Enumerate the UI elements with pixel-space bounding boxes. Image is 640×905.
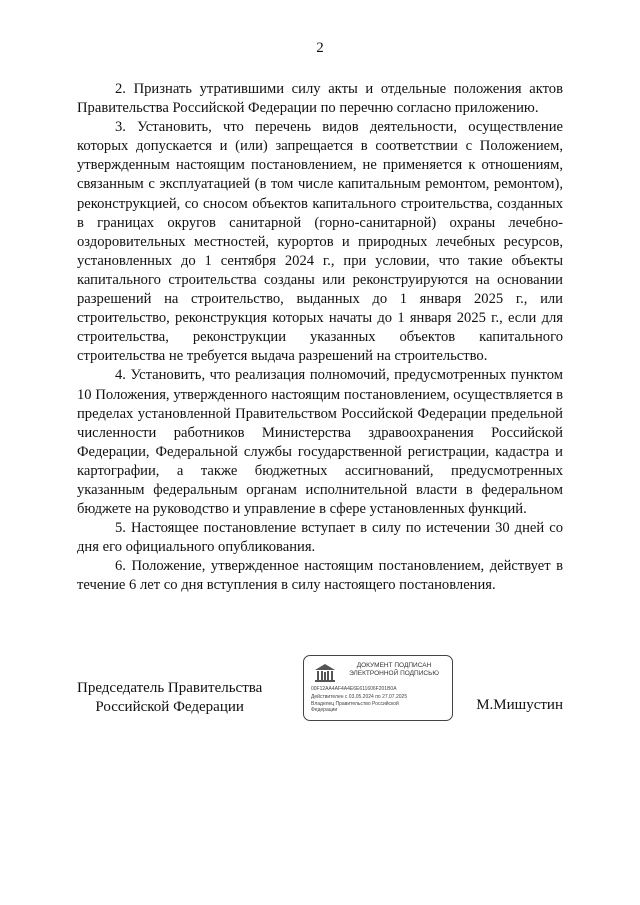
paragraph-6: 6. Положение, утвержденное настоящим постановлением, действует в течение 6 лет со дня вступления в силу настоящего постановления. <box>77 558 563 594</box>
stamp-title <box>340 662 448 678</box>
signatory-position-line2: Российской Федерации <box>95 699 244 715</box>
stamp-certificate: 00F12AA4AF4A4E6E611606F201B0A <box>311 686 397 692</box>
stamp-owner-line2: Федерации <box>311 707 338 713</box>
signatory-name: М.Мишустин <box>476 697 563 713</box>
electronic-signature-stamp <box>303 655 453 721</box>
paragraph-5: 5. Настоящее постановление вступает в силу по истечении 30 дней со дня его официального опубликования. <box>77 520 563 556</box>
stamp-title-line1: ДОКУМЕНТ ПОДПИСАН <box>356 662 432 669</box>
stamp-title-line2: ЭЛЕКТРОННОЙ ПОДПИСЬЮ <box>349 670 439 677</box>
paragraph-3: 3. Установить, что перечень видов деятельности, осуществление которых допускается и (или) запрещается в соответствии с Положением, утвержденным настоящим постановлением, не применяется к отношениям, связанным с эксплуатацией (в том числе капитальным ремонтом, ремонтом), реконструкцией, со сносом объектов капитального строительства, созданных в границах округов санитарной (горно-санитарной) охраны лечебно-оздоровительных местностей, курортов и природных лечебных ресурсов, установленных до 1 сентября 2024 г., при условии, что такие объекты капитального строительства созданы или реконструируются на основании разрешений на строительство, выданных до 1 января 2025 г., или строительство, реконструкция которых начаты до 1 января 2025 г., если для строительства, реконструкции указанных объектов капитального строительства не требуется выдача разрешений на строительство. <box>77 119 563 365</box>
emblem-icon <box>314 663 336 683</box>
stamp-validity: Действителен с 03.05.2024 по 27.07.2025 <box>311 694 408 700</box>
signatory-position-line1: Председатель Правительства <box>77 680 263 696</box>
document-body <box>77 80 563 596</box>
stamp-owner-line1: Владелец Правительство Российской <box>311 701 399 707</box>
paragraph-4: 4. Установить, что реализация полномочий, предусмотренных пунктом 10 Положения, утвержденного настоящим постановлением, осуществляется в пределах установленной Правительством Российской Федерации предельной численности работников Министерства здравоохранения Российской Федерации, Федеральной службы государственной регистрации, кадастра и картографии, а также бюджетных ассигнований, предусмотренных указанным федеральным органам исполнительной власти в федеральном бюджете на руководство и управление в сфере установленных функций. <box>77 367 563 518</box>
paragraph-2: 2. Признать утратившими силу акты и отдельные положения актов Правительства Российской Федерации по перечню согласно приложению. <box>77 81 563 117</box>
page-number: 2 <box>316 40 324 56</box>
signatory-position <box>77 679 262 717</box>
